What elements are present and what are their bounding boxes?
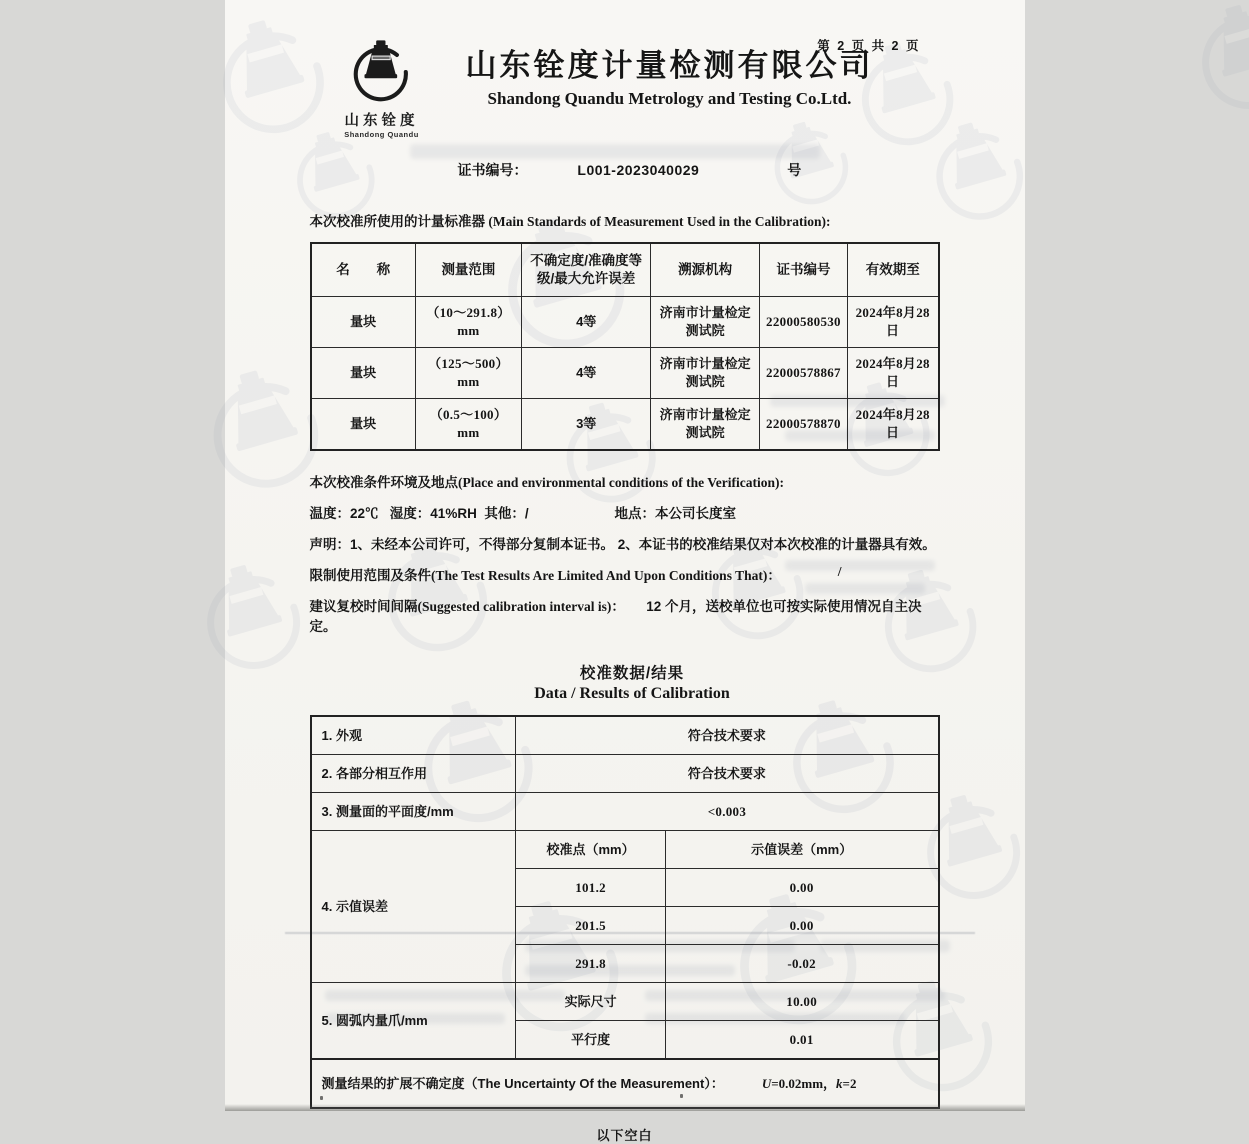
column-header: 有效期至: [847, 243, 938, 297]
interval-label: 建议复校时间间隔(Suggested calibration interval is)：: [309, 599, 625, 614]
result-group-label: 4. 示值误差: [311, 831, 516, 983]
logo-name-cn: 山东铨度: [344, 113, 419, 129]
standards-heading: 本次校准所使用的计量标准器 (Main Standards of Measurement Used in the Calibration):: [309, 214, 831, 229]
statement-line: 声明：1、未经本公司许可，不得部分复制本证书。 2、本证书的校准结果仅对本次校准的计量器具有效。: [309, 537, 936, 552]
table-cell: 量块: [311, 399, 416, 451]
arc-item-value: 0.01: [665, 1021, 938, 1060]
limit-line: [310, 564, 940, 584]
scan-bottom-edge: [225, 1104, 1025, 1111]
result-row: [311, 831, 939, 869]
result-row: [311, 716, 939, 755]
table-cell: 量块: [311, 348, 416, 399]
table-cell: 济南市计量检定测试院: [651, 348, 760, 399]
interval-value: 12 个月，送校单位也可按实际使用情况自主决定。: [309, 599, 922, 634]
result-value: 符合技术要求: [516, 716, 939, 755]
uncertainty-value: U=0.02mm，k=2: [761, 1075, 857, 1091]
column-header: 测量范围: [415, 243, 521, 297]
blank-below-note: 以下空白: [596, 1128, 653, 1143]
table-cell: （10～291.8）mm: [415, 297, 521, 348]
result-label: 1. 外观: [311, 716, 516, 755]
table-cell: 2024年8月28日: [847, 348, 938, 399]
standards-row: [311, 399, 939, 451]
indication-error: -0.02: [665, 945, 938, 983]
results-title-en: Data / Results of Calibration: [534, 685, 730, 702]
standards-row: [311, 348, 939, 399]
table-cell: 2024年8月28日: [847, 399, 938, 451]
certificate-number-label: 证书编号：: [457, 162, 528, 178]
table-cell: 济南市计量检定测试院: [651, 399, 760, 451]
subcolumn-header: 校准点（mm）: [516, 831, 665, 869]
subcolumn-header: 示值误差（mm）: [665, 831, 938, 869]
table-cell: 22000580530: [760, 297, 848, 348]
page-indicator: 第 2 页 共 2 页: [817, 39, 921, 53]
certificate-number-suffix: 号: [787, 162, 802, 178]
certificate-number-value: L001-2023040029: [577, 162, 700, 178]
calibration-point: 291.8: [516, 945, 665, 983]
results-table: [310, 715, 940, 1109]
uncertainty-row: [311, 1059, 939, 1108]
standards-table: [310, 242, 940, 451]
table-cell: 量块: [311, 297, 416, 348]
limit-value: /: [837, 564, 842, 579]
certificate-header: [225, 0, 1025, 146]
uncertainty-label: 测量结果的扩展不确定度（The Uncertainty Of the Measurement）：: [321, 1075, 724, 1091]
indication-error: 0.00: [665, 907, 938, 945]
table-cell: 济南市计量检定测试院: [651, 297, 760, 348]
calibration-point: 201.5: [516, 907, 665, 945]
column-header: 证书编号: [760, 243, 848, 297]
limit-label: 限制使用范围及条件(The Test Results Are Limited And Upon Conditions That)：: [309, 568, 781, 583]
other-value: 其他：/: [484, 506, 529, 521]
certificate-page: [225, 0, 1025, 1143]
table-cell: 4等: [522, 348, 651, 399]
table-cell: 4等: [522, 297, 651, 348]
interval-line: [310, 595, 940, 635]
result-label: 2. 各部分相互作用: [311, 755, 516, 793]
result-value: <0.003: [516, 793, 939, 831]
table-cell: 3等: [522, 399, 651, 451]
watermark-logo-icon: [1175, 0, 1249, 134]
table-cell: 22000578867: [760, 348, 848, 399]
conditions-section: [310, 471, 940, 635]
certificate-number-line: [458, 160, 1025, 180]
result-row: [311, 755, 939, 793]
results-title: [310, 661, 955, 703]
standards-header-row: [311, 243, 939, 297]
column-header: 不确定度/准确度等级/最大允许误差: [522, 243, 651, 297]
humidity-value: 湿度：41%RH: [389, 506, 477, 521]
standards-row: [311, 297, 939, 348]
company-name-en: Shandong Quandu Metrology and Testing Co.Ltd.: [487, 89, 852, 108]
table-cell: 22000578870: [760, 399, 848, 451]
uncertainty-cell: [311, 1059, 939, 1108]
conditions-environment-line: [310, 502, 940, 522]
result-row: [311, 983, 939, 1021]
company-name-cn: 山东铨度计量检测有限公司: [465, 48, 874, 83]
temperature-value: 温度：22℃: [309, 506, 379, 521]
weight-logo-icon: [344, 38, 420, 108]
result-group-label: 5. 圆弧内量爪/mm: [311, 983, 516, 1060]
indication-error: 0.00: [665, 869, 938, 907]
result-row: [311, 793, 939, 831]
table-cell: 2024年8月28日: [847, 297, 938, 348]
result-label: 3. 测量面的平面度/mm: [311, 793, 516, 831]
calibration-point: 101.2: [516, 869, 665, 907]
column-header: 名 称: [311, 243, 416, 297]
location-value: 地点：本公司长度室: [614, 506, 736, 521]
table-cell: （0.5～100）mm: [415, 399, 521, 451]
arc-item-label: 平行度: [516, 1021, 665, 1060]
logo-name-en: Shandong Quandu: [344, 130, 419, 139]
table-cell: （125～500）mm: [415, 348, 521, 399]
conditions-heading: 本次校准条件环境及地点(Place and environmental conditions of the Verification):: [309, 475, 784, 490]
results-title-cn: 校准数据/结果: [579, 665, 685, 682]
company-logo: [323, 38, 441, 139]
result-value: 符合技术要求: [516, 755, 939, 793]
arc-item-label: 实际尺寸: [516, 983, 665, 1021]
arc-item-value: 10.00: [665, 983, 938, 1021]
column-header: 溯源机构: [651, 243, 760, 297]
